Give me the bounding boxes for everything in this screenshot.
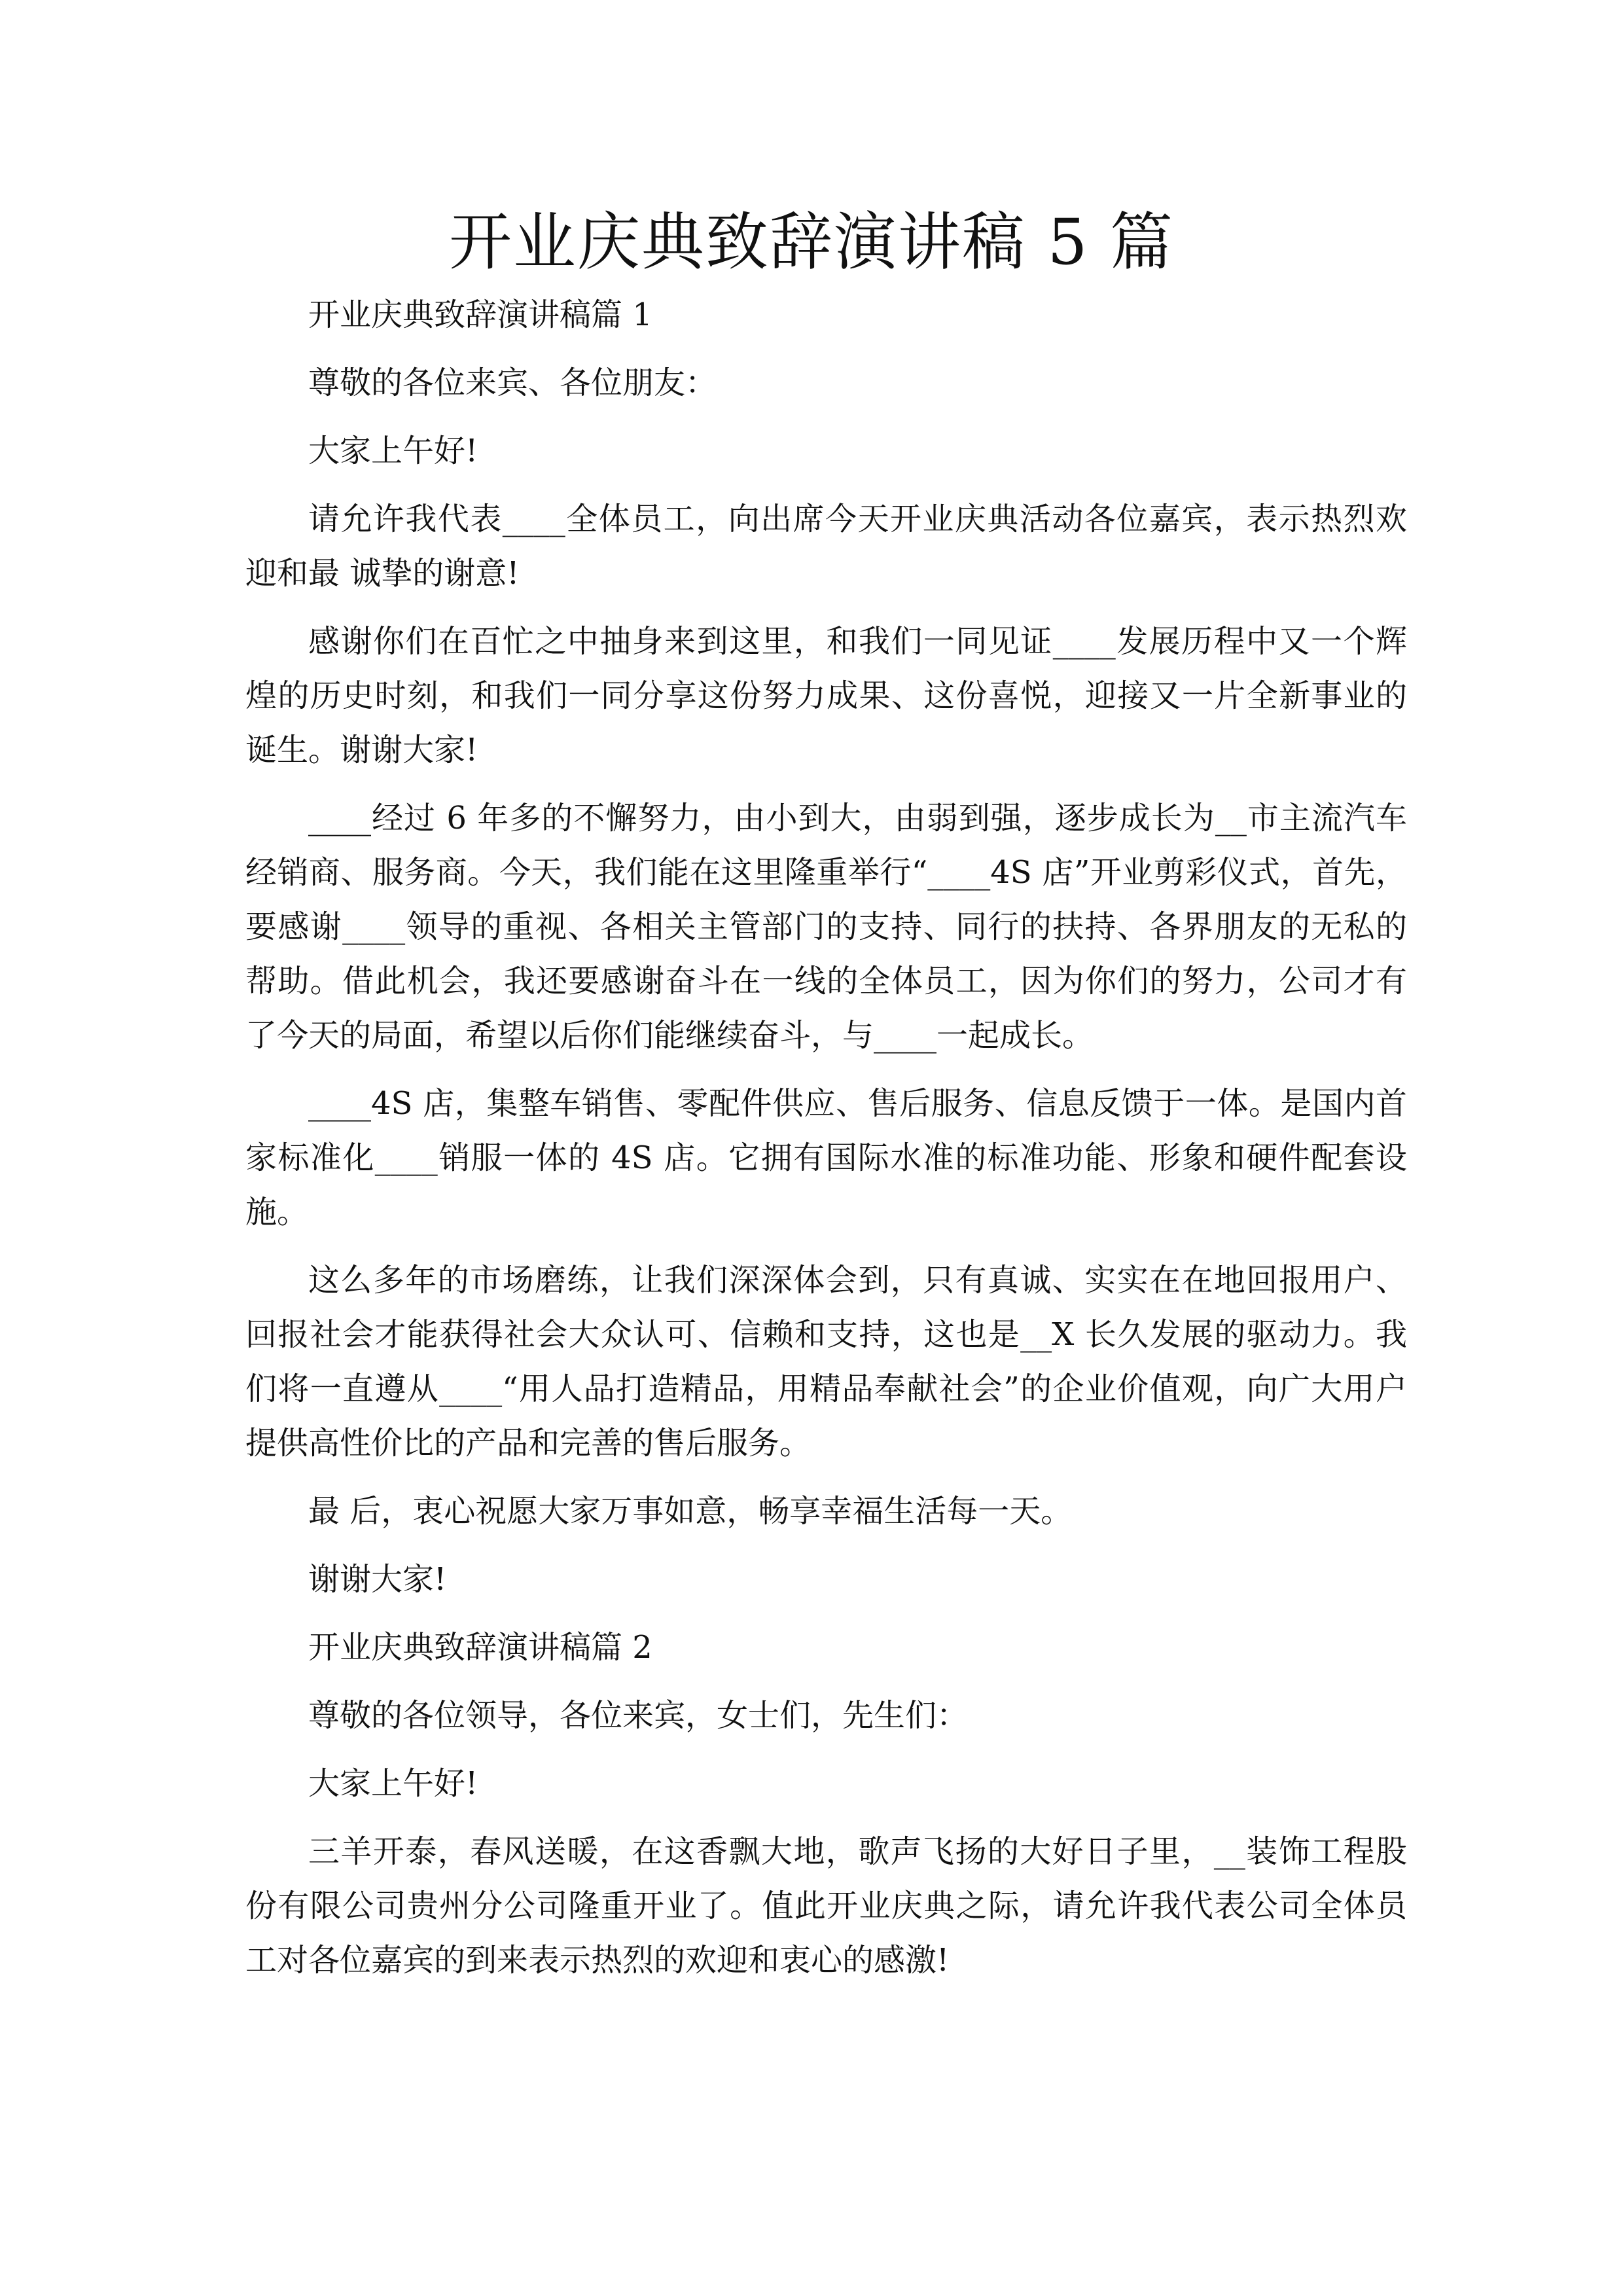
greeting-paragraph: 大家上午好! <box>308 1765 478 1802</box>
body-paragraph: ____经过 6 年多的不懈努力，由小到大，由弱到强，逐步成长为__市主流汽车经销商、服务商。今天，我们能在这里隆重举行“____4S 店”开业剪彩仪式，首先，要感谢____领导的重视、各相关主管部门的支持、同行的扶持、各界朋友的无私的帮助。借此机会，我还要感谢奋斗在一线的全体员工，因为你们的努力，公司才有了今天的局面，希望以后你们能继续奋斗，与____一起成长。 <box>245 800 1407 1054</box>
greeting-paragraph: 大家上午好! <box>308 433 478 469</box>
salutation-paragraph: 尊敬的各位来宾、各位朋友： <box>308 365 717 401</box>
closing-paragraph: 最 后，衷心祝愿大家万事如意，畅享幸福生活每一天。 <box>308 1493 1073 1530</box>
body-paragraph: 三羊开泰，春风送暖，在这香飘大地，歌声飞扬的大好日子里，__装饰工程股份有限公司贵州分公司隆重开业了。值此开业庆典之际，请允许我代表公司全体员工对各位嘉宾的到来表示热烈的欢迎和衷心的感激! <box>245 1833 1407 1979</box>
body-paragraph: 请允许我代表____全体员工，向出席今天开业庆典活动各位嘉宾，表示热烈欢迎和最 诚挚的谢意! <box>245 501 1407 592</box>
thanks-paragraph: 谢谢大家! <box>308 1561 447 1598</box>
document-body <box>245 288 1407 2001</box>
section-heading-2: 开业庆典致辞演讲稿篇 2 <box>308 1629 652 1666</box>
body-paragraph: 感谢你们在百忙之中抽身来到这里，和我们一同见证____发展历程中又一个辉煌的历史时刻，和我们一同分享这份努力成果、这份喜悦，迎接又一片全新事业的诞生。谢谢大家! <box>245 623 1407 768</box>
salutation-paragraph: 尊敬的各位领导，各位来宾，女士们，先生们： <box>308 1697 969 1734</box>
body-paragraph: ____4S 店，集整车销售、零配件供应、售后服务、信息反馈于一体。是国内首家标准化____销服一体的 4S 店。它拥有国际水准的标准功能、形象和硬件配套设施。 <box>245 1085 1407 1230</box>
document-title: 开业庆典致辞演讲稿 5 篇 <box>448 206 1175 279</box>
section-heading-1: 开业庆典致辞演讲稿篇 1 <box>308 296 652 333</box>
body-paragraph: 这么多年的市场磨练，让我们深深体会到，只有真诚、实实在在地回报用户、回报社会才能获得社会大众认可、信赖和支持，这也是__X 长久发展的驱动力。我们将一直遵从____“用人品打造精品，用精品奉献社会”的企业价值观，向广大用户提供高性价比的产品和完善的售后服务。 <box>245 1262 1407 1462</box>
